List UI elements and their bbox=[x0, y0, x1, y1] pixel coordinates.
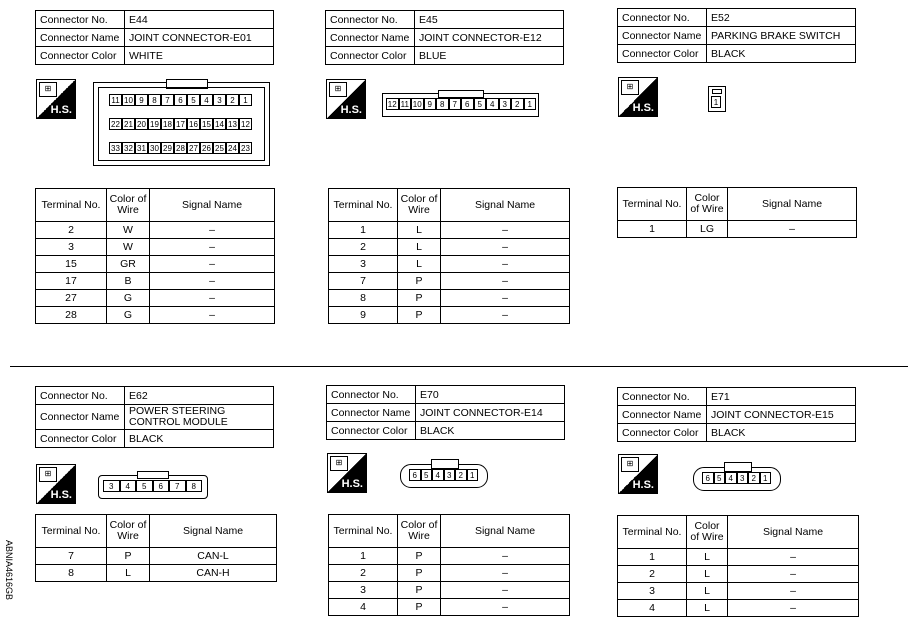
header-wire-color: Color of Wire bbox=[398, 515, 441, 548]
wire-color-cell: P bbox=[398, 307, 441, 324]
pin-cavity: 22 bbox=[109, 118, 122, 130]
table-row bbox=[329, 548, 570, 565]
connector-glyph-icon: ⊞ bbox=[39, 467, 57, 482]
connector-info-e44 bbox=[35, 10, 274, 65]
pin-cavity: 5 bbox=[474, 98, 487, 110]
pin-cavity: 6 bbox=[153, 480, 170, 492]
connector-no-value: E71 bbox=[707, 388, 856, 406]
wire-color-cell: W bbox=[107, 239, 150, 256]
connector-face-e44 bbox=[93, 82, 270, 166]
signal-name-cell: – bbox=[441, 239, 570, 256]
pin-cavity: 3 bbox=[213, 94, 226, 106]
pin-cavity: 9 bbox=[424, 98, 437, 110]
signal-table-e52 bbox=[617, 187, 857, 238]
wire-color-cell: LG bbox=[687, 221, 728, 238]
connector-face-e70 bbox=[400, 464, 488, 488]
pin-cavity: 1 bbox=[524, 98, 537, 110]
signal-name-cell: – bbox=[150, 239, 275, 256]
terminal-no-cell: 1 bbox=[329, 222, 398, 239]
header-terminal-no: Terminal No. bbox=[618, 516, 687, 549]
pin-cavity: 11 bbox=[399, 98, 412, 110]
wire-color-cell: GR bbox=[107, 256, 150, 273]
terminal-no-cell: 28 bbox=[36, 307, 107, 324]
pin-cavity: 10 bbox=[412, 100, 422, 109]
table-row bbox=[36, 239, 275, 256]
terminal-no-cell: 2 bbox=[329, 565, 398, 582]
connector-color-value: BLACK bbox=[707, 45, 856, 63]
header-wire-color: Color of Wire bbox=[398, 189, 441, 222]
pin-cavity: 23 bbox=[239, 142, 252, 154]
table-row bbox=[618, 583, 859, 600]
pin-cavity: 2 bbox=[226, 94, 239, 106]
terminal-no-cell: 27 bbox=[36, 290, 107, 307]
terminal-no-cell: 17 bbox=[36, 273, 107, 290]
table-row bbox=[618, 221, 857, 238]
signal-name-cell: – bbox=[441, 256, 570, 273]
connector-color-value: WHITE bbox=[125, 47, 274, 65]
wire-color-cell: P bbox=[398, 582, 441, 599]
header-wire-color: Color of Wire bbox=[107, 189, 150, 222]
pin-cavity: 4 bbox=[200, 94, 213, 106]
label-connector-no: Connector No. bbox=[36, 387, 125, 405]
pin-cavity: 9 bbox=[135, 94, 148, 106]
connector-info-e52 bbox=[617, 8, 856, 63]
connector-no-value: E44 bbox=[125, 11, 274, 29]
connector-name-value: JOINT CONNECTOR-E01 bbox=[125, 29, 274, 47]
connector-color-value: BLACK bbox=[707, 424, 856, 442]
pin-cavity: 3 bbox=[499, 98, 512, 110]
signal-name-cell: – bbox=[441, 565, 570, 582]
pin-cavity: 21 bbox=[122, 118, 135, 130]
table-row bbox=[36, 565, 277, 582]
pin-cavity: 4 bbox=[432, 469, 444, 481]
pin-cavity: 19 bbox=[148, 118, 161, 130]
header-signal-name: Signal Name bbox=[441, 189, 570, 222]
label-connector-name: Connector Name bbox=[618, 27, 707, 45]
label-connector-color: Connector Color bbox=[36, 430, 125, 448]
wire-color-cell: G bbox=[107, 290, 150, 307]
wire-color-cell: W bbox=[107, 222, 150, 239]
connector-glyph-icon: ⊞ bbox=[39, 82, 57, 97]
terminal-no-cell: 3 bbox=[329, 582, 398, 599]
signal-name-cell: – bbox=[728, 221, 857, 238]
wire-color-cell: P bbox=[398, 599, 441, 616]
header-terminal-no: Terminal No. bbox=[329, 189, 398, 222]
terminal-no-cell: 15 bbox=[36, 256, 107, 273]
terminal-no-cell: 3 bbox=[36, 239, 107, 256]
header-signal-name: Signal Name bbox=[728, 516, 859, 549]
wire-color-cell: L bbox=[398, 256, 441, 273]
label-connector-color: Connector Color bbox=[618, 424, 707, 442]
signal-name-cell: – bbox=[441, 290, 570, 307]
pin-cavity: 3 bbox=[737, 472, 749, 484]
terminal-no-cell: 7 bbox=[36, 548, 107, 565]
pin-cavity: 30 bbox=[148, 142, 161, 154]
table-row bbox=[618, 566, 859, 583]
pin-cavity: 5 bbox=[187, 94, 200, 106]
table-row bbox=[618, 549, 859, 566]
header-terminal-no: Terminal No. bbox=[36, 515, 107, 548]
harness-side-icon: ⊞ H.S. bbox=[36, 464, 76, 504]
pin-cavity: 18 bbox=[161, 118, 174, 130]
label-connector-no: Connector No. bbox=[36, 11, 125, 29]
harness-side-icon: ⊞ H.S. bbox=[36, 79, 76, 119]
pin-cavity: 17 bbox=[174, 118, 187, 130]
pin-cavity: 11 bbox=[109, 94, 122, 106]
header-signal-name: Signal Name bbox=[150, 515, 277, 548]
connector-color-value: BLACK bbox=[125, 430, 274, 448]
harness-side-icon: ⊞ H.S. bbox=[326, 79, 366, 119]
wire-color-cell: P bbox=[398, 565, 441, 582]
table-row bbox=[329, 273, 570, 290]
wire-color-cell: L bbox=[687, 549, 728, 566]
pin-cavity: 33 bbox=[109, 142, 122, 154]
connector-info-e62 bbox=[35, 386, 274, 448]
signal-table-e62 bbox=[35, 514, 277, 582]
pin-cavity: 3 bbox=[103, 480, 120, 492]
connector-info-e70 bbox=[326, 385, 565, 440]
connector-name-value: JOINT CONNECTOR-E14 bbox=[416, 404, 565, 422]
harness-side-icon: ⊞ H.S. bbox=[618, 77, 658, 117]
pin-cavity: 4 bbox=[120, 480, 137, 492]
connector-name-value: POWER STEERING CONTROL MODULE bbox=[125, 405, 274, 430]
wire-color-cell: B bbox=[107, 273, 150, 290]
signal-name-cell: – bbox=[728, 583, 859, 600]
pin-cavity: 7 bbox=[169, 480, 186, 492]
terminal-no-cell: 2 bbox=[618, 566, 687, 583]
connector-glyph-icon: ⊞ bbox=[621, 457, 639, 472]
pin-cavity: 25 bbox=[213, 142, 226, 154]
pin-cavity: 31 bbox=[135, 142, 148, 154]
table-row bbox=[36, 256, 275, 273]
signal-table-e70 bbox=[328, 514, 570, 616]
pin-cavity: 8 bbox=[186, 480, 203, 492]
pin-cavity: 8 bbox=[436, 98, 449, 110]
signal-name-cell: – bbox=[728, 600, 859, 617]
pin-cavity: 8 bbox=[148, 94, 161, 106]
wire-color-cell: P bbox=[398, 273, 441, 290]
signal-name-cell: CAN-L bbox=[150, 548, 277, 565]
header-signal-name: Signal Name bbox=[728, 188, 857, 221]
table-row bbox=[329, 582, 570, 599]
pin-cavity: 12 bbox=[239, 118, 252, 130]
header-terminal-no: Terminal No. bbox=[329, 515, 398, 548]
header-signal-name: Signal Name bbox=[441, 515, 570, 548]
signal-name-cell: – bbox=[441, 599, 570, 616]
signal-name-cell: CAN-H bbox=[150, 565, 277, 582]
pin-cavity: 6 bbox=[174, 94, 187, 106]
terminal-no-cell: 7 bbox=[329, 273, 398, 290]
pin-cavity: 4 bbox=[725, 472, 737, 484]
pin-cavity: 1 bbox=[239, 94, 252, 106]
table-row bbox=[329, 222, 570, 239]
pin-cavity: 12 bbox=[387, 100, 397, 109]
label-connector-color: Connector Color bbox=[327, 422, 416, 440]
connector-no-value: E45 bbox=[415, 11, 564, 29]
table-row bbox=[36, 273, 275, 290]
connector-name-value: JOINT CONNECTOR-E12 bbox=[415, 29, 564, 47]
signal-table-e44 bbox=[35, 188, 275, 324]
pin-cavity: 6 bbox=[461, 98, 474, 110]
terminal-no-cell: 1 bbox=[329, 548, 398, 565]
connector-glyph-icon: ⊞ bbox=[329, 82, 347, 97]
pin-cavity: 5 bbox=[714, 472, 726, 484]
signal-table-e45 bbox=[328, 188, 570, 324]
terminal-no-cell: 1 bbox=[618, 549, 687, 566]
connector-info-e71 bbox=[617, 387, 856, 442]
connector-face-e62 bbox=[98, 475, 208, 499]
connector-no-value: E62 bbox=[125, 387, 274, 405]
header-terminal-no: Terminal No. bbox=[36, 189, 107, 222]
connector-name-value: JOINT CONNECTOR-E15 bbox=[707, 406, 856, 424]
table-row bbox=[329, 599, 570, 616]
pin-cavity: 10 bbox=[122, 94, 135, 106]
label-connector-name: Connector Name bbox=[327, 404, 416, 422]
table-row bbox=[329, 565, 570, 582]
signal-name-cell: – bbox=[150, 307, 275, 324]
label-connector-color: Connector Color bbox=[36, 47, 125, 65]
table-row bbox=[329, 256, 570, 273]
pin-cavity: 20 bbox=[135, 118, 148, 130]
wire-color-cell: L bbox=[107, 565, 150, 582]
connector-face-e71 bbox=[693, 467, 781, 491]
connector-name-value: PARKING BRAKE SWITCH bbox=[707, 27, 856, 45]
pin-cavity: 7 bbox=[161, 94, 174, 106]
label-connector-no: Connector No. bbox=[618, 9, 707, 27]
table-row bbox=[36, 307, 275, 324]
signal-name-cell: – bbox=[150, 290, 275, 307]
figure-code: ABNIA4616GB bbox=[4, 540, 14, 601]
pin-cavity: 28 bbox=[174, 142, 187, 154]
harness-side-icon: ⊞ H.S. bbox=[327, 453, 367, 493]
label-connector-no: Connector No. bbox=[326, 11, 415, 29]
pin-cavity: 16 bbox=[187, 118, 200, 130]
signal-name-cell: – bbox=[150, 222, 275, 239]
table-row bbox=[329, 307, 570, 324]
terminal-no-cell: 4 bbox=[329, 599, 398, 616]
pin-cavity: 2 bbox=[511, 98, 524, 110]
table-row bbox=[618, 600, 859, 617]
table-row bbox=[36, 222, 275, 239]
pin-cavity: 5 bbox=[421, 469, 433, 481]
wire-color-cell: L bbox=[398, 239, 441, 256]
signal-name-cell: – bbox=[441, 273, 570, 290]
label-connector-color: Connector Color bbox=[326, 47, 415, 65]
wire-color-cell: G bbox=[107, 307, 150, 324]
pin-cavity: 26 bbox=[200, 142, 213, 154]
terminal-no-cell: 2 bbox=[329, 239, 398, 256]
header-wire-color: Color of Wire bbox=[687, 516, 728, 549]
wire-color-cell: L bbox=[687, 600, 728, 617]
connector-no-value: E70 bbox=[416, 386, 565, 404]
terminal-no-cell: 3 bbox=[618, 583, 687, 600]
wire-color-cell: P bbox=[398, 548, 441, 565]
header-signal-name: Signal Name bbox=[150, 189, 275, 222]
label-connector-no: Connector No. bbox=[327, 386, 416, 404]
signal-name-cell: – bbox=[728, 566, 859, 583]
label-connector-name: Connector Name bbox=[36, 405, 125, 430]
pin-cavity: 13 bbox=[226, 118, 239, 130]
table-row bbox=[329, 290, 570, 307]
pin-cavity: 2 bbox=[748, 472, 760, 484]
table-row bbox=[329, 239, 570, 256]
connector-face-e52 bbox=[708, 86, 726, 112]
terminal-no-cell: 1 bbox=[618, 221, 687, 238]
signal-table-e71 bbox=[617, 515, 859, 617]
terminal-no-cell: 8 bbox=[329, 290, 398, 307]
label-connector-name: Connector Name bbox=[618, 406, 707, 424]
connector-no-value: E52 bbox=[707, 9, 856, 27]
connector-glyph-icon: ⊞ bbox=[330, 456, 348, 471]
pin-cavity: 24 bbox=[226, 142, 239, 154]
pin-cavity: 15 bbox=[200, 118, 213, 130]
signal-name-cell: – bbox=[441, 548, 570, 565]
signal-name-cell: – bbox=[150, 256, 275, 273]
signal-name-cell: – bbox=[150, 273, 275, 290]
connector-color-value: BLUE bbox=[415, 47, 564, 65]
terminal-no-cell: 2 bbox=[36, 222, 107, 239]
pin-cavity: 1 bbox=[760, 472, 772, 484]
wire-color-cell: P bbox=[107, 548, 150, 565]
signal-name-cell: – bbox=[441, 582, 570, 599]
pin-cavity: 14 bbox=[213, 118, 226, 130]
header-wire-color: Color of Wire bbox=[107, 515, 150, 548]
wire-color-cell: L bbox=[398, 222, 441, 239]
label-connector-name: Connector Name bbox=[326, 29, 415, 47]
connector-face-e45 bbox=[382, 93, 539, 117]
signal-name-cell: – bbox=[441, 222, 570, 239]
terminal-no-cell: 3 bbox=[329, 256, 398, 273]
label-connector-name: Connector Name bbox=[36, 29, 125, 47]
label-connector-no: Connector No. bbox=[618, 388, 707, 406]
table-row bbox=[36, 290, 275, 307]
terminal-no-cell: 4 bbox=[618, 600, 687, 617]
pin-cavity: 2 bbox=[455, 469, 467, 481]
label-connector-color: Connector Color bbox=[618, 45, 707, 63]
pin-cavity: 27 bbox=[187, 142, 200, 154]
pin-cavity: 5 bbox=[136, 480, 153, 492]
connector-glyph-icon: ⊞ bbox=[621, 80, 639, 95]
terminal-no-cell: 9 bbox=[329, 307, 398, 324]
pin-cavity: 32 bbox=[122, 142, 135, 154]
wire-color-cell: P bbox=[398, 290, 441, 307]
pin-cavity: 4 bbox=[486, 98, 499, 110]
header-terminal-no: Terminal No. bbox=[618, 188, 687, 221]
header-wire-color: Color of Wire bbox=[687, 188, 728, 221]
signal-name-cell: – bbox=[441, 307, 570, 324]
pin-cavity: 1 bbox=[711, 96, 721, 108]
pin-cavity: 6 bbox=[409, 469, 421, 481]
connector-color-value: BLACK bbox=[416, 422, 565, 440]
pin-cavity: 29 bbox=[161, 142, 174, 154]
pin-cavity: 6 bbox=[702, 472, 714, 484]
pin-cavity: 1 bbox=[467, 469, 479, 481]
section-divider bbox=[10, 366, 908, 367]
wire-color-cell: L bbox=[687, 566, 728, 583]
signal-name-cell: – bbox=[728, 549, 859, 566]
pin-cavity: 7 bbox=[449, 98, 462, 110]
table-row bbox=[36, 548, 277, 565]
terminal-no-cell: 8 bbox=[36, 565, 107, 582]
connector-info-e45 bbox=[325, 10, 564, 65]
pin-cavity: 3 bbox=[444, 469, 456, 481]
wire-color-cell: L bbox=[687, 583, 728, 600]
harness-side-icon: ⊞ H.S. bbox=[618, 454, 658, 494]
